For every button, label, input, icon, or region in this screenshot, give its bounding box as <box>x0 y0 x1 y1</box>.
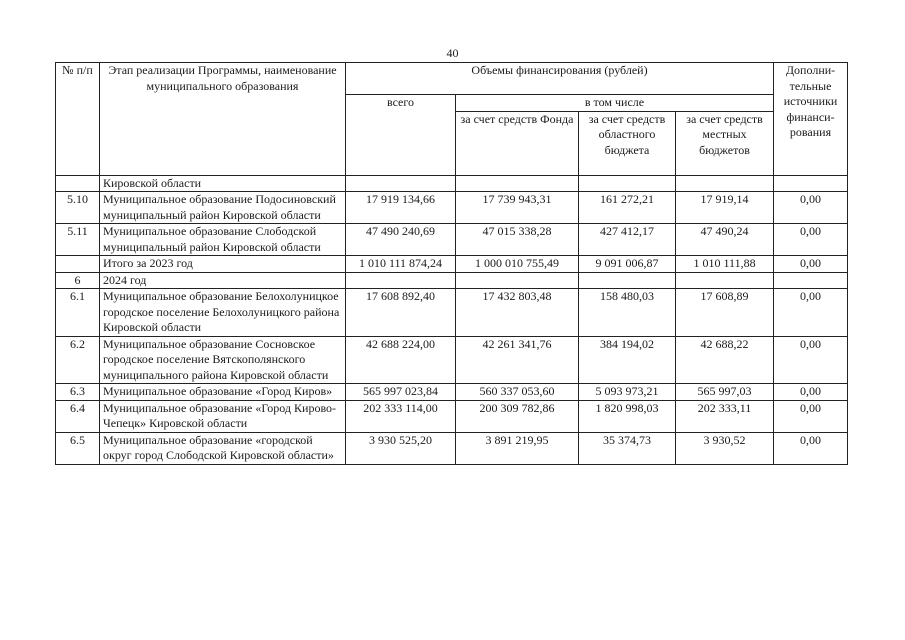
financing-table <box>55 62 848 465</box>
cell-fund: 560 337 053,60 <box>456 384 579 401</box>
cell-additional: 0,00 <box>774 432 848 464</box>
cell-local <box>676 175 774 192</box>
cell-additional: 0,00 <box>774 400 848 432</box>
cell-name: Муниципальное образование «Город Киров» <box>100 384 346 401</box>
cell-name: Муниципальное образование Белохолуницкое городское поселение Белохолуницкого района Кировской области <box>100 289 346 337</box>
table-row <box>56 175 848 192</box>
table-row <box>56 192 848 224</box>
cell-additional <box>774 272 848 289</box>
header-additional: Дополни-тельные источники финанси-рования <box>774 63 848 176</box>
cell-regional: 9 091 006,87 <box>579 256 676 273</box>
cell-local: 17 919,14 <box>676 192 774 224</box>
cell-regional: 427 412,17 <box>579 224 676 256</box>
header-stage: Этап реализации Программы, наименование муниципального образования <box>100 63 346 176</box>
table-row <box>56 256 848 273</box>
cell-name: 2024 год <box>100 272 346 289</box>
cell-additional: 0,00 <box>774 336 848 384</box>
table-row <box>56 400 848 432</box>
cell-fund: 1 000 010 755,49 <box>456 256 579 273</box>
cell-fund: 17 739 943,31 <box>456 192 579 224</box>
cell-name: Муниципальное образование «Город Кирово-Чепецк» Кировской области <box>100 400 346 432</box>
cell-fund: 17 432 803,48 <box>456 289 579 337</box>
cell-total: 202 333 114,00 <box>346 400 456 432</box>
cell-num: 6.5 <box>56 432 100 464</box>
cell-name: Кировской области <box>100 175 346 192</box>
header-local: за счет средств местных бюджетов <box>676 111 774 175</box>
cell-num <box>56 175 100 192</box>
header-regional: за счет средств областного бюджета <box>579 111 676 175</box>
cell-num: 6.2 <box>56 336 100 384</box>
cell-name: Муниципальное образование Сосновское городское поселение Вятскополянского муниципального района Кировской области <box>100 336 346 384</box>
header-including: в том числе <box>456 95 774 112</box>
table-row <box>56 432 848 464</box>
cell-total: 17 919 134,66 <box>346 192 456 224</box>
cell-regional: 158 480,03 <box>579 289 676 337</box>
cell-name: Муниципальное образование Слободской муниципальный район Кировской области <box>100 224 346 256</box>
page-number: 40 <box>446 46 459 60</box>
cell-additional: 0,00 <box>774 256 848 273</box>
cell-num: 6.3 <box>56 384 100 401</box>
cell-local: 3 930,52 <box>676 432 774 464</box>
cell-fund: 42 261 341,76 <box>456 336 579 384</box>
table-row <box>56 336 848 384</box>
cell-fund <box>456 272 579 289</box>
cell-name: Муниципальное образование «городской округ город Слободской Кировской области» <box>100 432 346 464</box>
cell-num <box>56 256 100 273</box>
cell-fund: 47 015 338,28 <box>456 224 579 256</box>
cell-local: 47 490,24 <box>676 224 774 256</box>
cell-local: 1 010 111,88 <box>676 256 774 273</box>
header-volumes: Объемы финансирования (рублей) <box>346 63 774 95</box>
cell-fund: 3 891 219,95 <box>456 432 579 464</box>
cell-total: 1 010 111 874,24 <box>346 256 456 273</box>
cell-regional: 5 093 973,21 <box>579 384 676 401</box>
cell-regional: 35 374,73 <box>579 432 676 464</box>
cell-local <box>676 272 774 289</box>
table-row <box>56 289 848 337</box>
cell-total: 42 688 224,00 <box>346 336 456 384</box>
cell-regional <box>579 272 676 289</box>
cell-name: Муниципальное образование Подосиновский муниципальный район Кировской области <box>100 192 346 224</box>
header-total: всего <box>346 95 456 176</box>
cell-local: 202 333,11 <box>676 400 774 432</box>
cell-num: 5.11 <box>56 224 100 256</box>
header-num: № п/п <box>56 63 100 176</box>
cell-total <box>346 272 456 289</box>
cell-total: 47 490 240,69 <box>346 224 456 256</box>
cell-total <box>346 175 456 192</box>
cell-name: Итого за 2023 год <box>100 256 346 273</box>
cell-total: 17 608 892,40 <box>346 289 456 337</box>
cell-total: 3 930 525,20 <box>346 432 456 464</box>
cell-additional: 0,00 <box>774 192 848 224</box>
cell-regional: 1 820 998,03 <box>579 400 676 432</box>
cell-regional: 161 272,21 <box>579 192 676 224</box>
cell-regional <box>579 175 676 192</box>
cell-regional: 384 194,02 <box>579 336 676 384</box>
cell-num: 6 <box>56 272 100 289</box>
cell-fund: 200 309 782,86 <box>456 400 579 432</box>
cell-additional <box>774 175 848 192</box>
cell-local: 565 997,03 <box>676 384 774 401</box>
cell-additional: 0,00 <box>774 224 848 256</box>
cell-num: 6.4 <box>56 400 100 432</box>
cell-additional: 0,00 <box>774 384 848 401</box>
cell-num: 5.10 <box>56 192 100 224</box>
table-row <box>56 384 848 401</box>
cell-total: 565 997 023,84 <box>346 384 456 401</box>
table-body <box>56 175 848 464</box>
cell-local: 42 688,22 <box>676 336 774 384</box>
header-fund: за счет средств Фонда <box>456 111 579 175</box>
table-row <box>56 272 848 289</box>
cell-additional: 0,00 <box>774 289 848 337</box>
cell-fund <box>456 175 579 192</box>
cell-local: 17 608,89 <box>676 289 774 337</box>
cell-num: 6.1 <box>56 289 100 337</box>
table-row <box>56 224 848 256</box>
